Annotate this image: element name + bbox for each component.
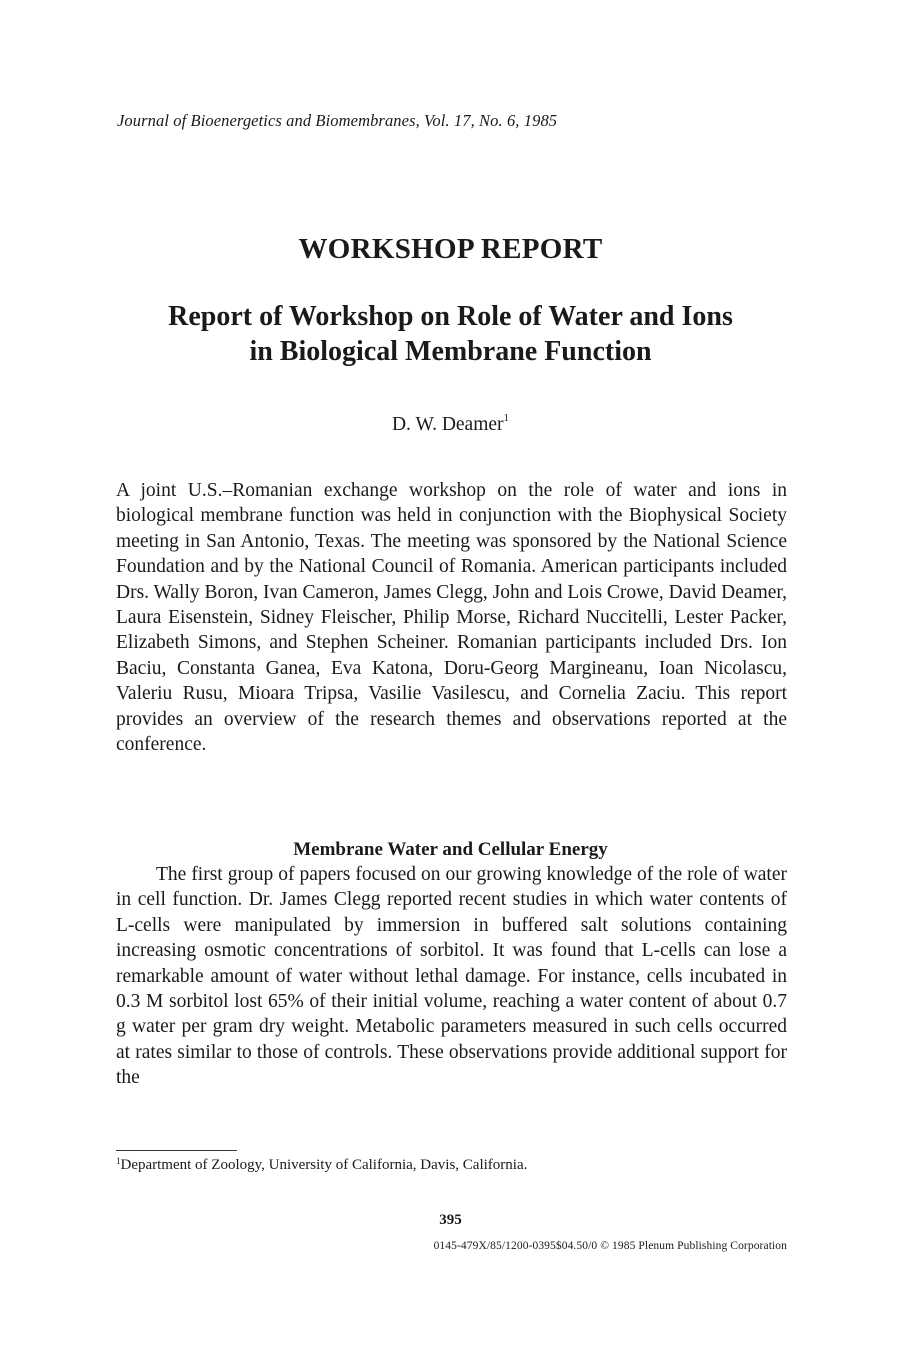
article-title-line-1: Report of Workshop on Role of Water and Ions	[168, 301, 733, 332]
body-paragraph: The first group of papers focused on our growing knowledge of the role of water in cell function. Dr. James Clegg reported recent studies in which water contents of L-cells were manipulated by immersion in buffered salt solutions containing increasing osmotic concentrations of sorbitol. It was found that L-cells can lose a remarkable amount of water without lethal damage. For instance, cells incubated in 0.3 M sorbitol lost 65% of their initial volume, reaching a water content of about 0.7 g water per gram dry weight. Metabolic parameters measured in such cells occurred at rates similar to those of controls. These observations provide additional support for the	[116, 864, 787, 1089]
footnote-text: Department of Zoology, University of California, Davis, California.	[120, 1157, 528, 1173]
abstract-paragraph: A joint U.S.–Romanian exchange workshop on the role of water and ions in biological membrane function was held in conjunction with the Biophysical Society meeting in San Antonio, Texas. The meeting was sponsored by the National Science Foundation and by the National Council of Romania. American participants included Drs. Wally Boron, Ivan Cameron, James Clegg, John and Lois Crowe, David Deamer, Laura Eisenstein, Sidney Fleischer, Philip Morse, Richard Nuccitelli, Lester Packer, Elizabeth Simons, and Stephen Scheiner. Romanian participants included Drs. Ion Baciu, Constanta Ganea, Eva Katona, Doru-Georg Margineanu, Ioan Nicolascu, Valeriu Rusu, Mioara Tripsa, Vasilie Vasilescu, and Cornelia Zaciu. This report provides an overview of the research themes and observations reported at the conference.	[116, 480, 787, 756]
author-line	[0, 414, 901, 436]
article-title-line-2: in Biological Membrane Function	[249, 336, 652, 367]
article-title	[100, 299, 801, 369]
page-number: 395	[439, 1212, 462, 1228]
footnote-divider	[116, 1150, 237, 1151]
author-footnote-marker: 1	[503, 412, 510, 424]
journal-header: Journal of Bioenergetics and Biomembranes, Vol. 17, No. 6, 1985	[117, 111, 558, 130]
footnote	[116, 1157, 527, 1174]
section-heading: Membrane Water and Cellular Energy	[293, 839, 608, 860]
section-label: WORKSHOP REPORT	[298, 233, 603, 265]
copyright-line: 0145-479X/85/1200-0395$04.50/0 © 1985 Plenum Publishing Corporation	[433, 1240, 787, 1252]
author-name: D. W. Deamer	[391, 414, 504, 435]
footnote-marker: 1	[116, 1156, 121, 1166]
